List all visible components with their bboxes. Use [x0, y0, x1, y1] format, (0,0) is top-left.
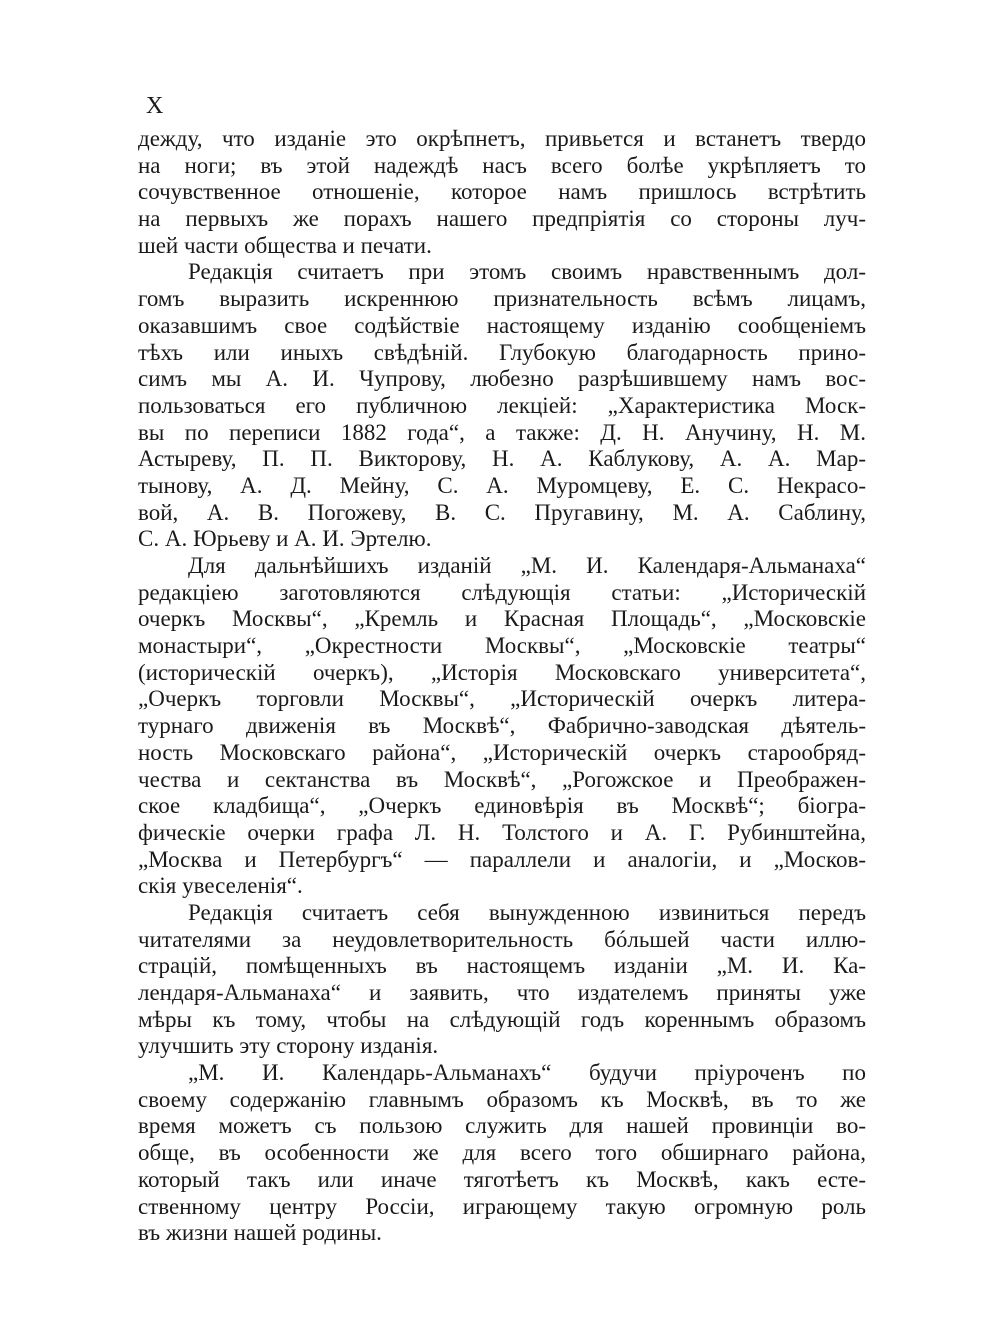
text-line: мѣры къ тому, чтобы на слѣдующій годъ кореннымъ образомъ: [138, 1006, 866, 1032]
text-line: ность Московскаго района“, „Историческій очеркъ старообряд-: [138, 739, 866, 765]
text-line: вой, А. В. Погожеву, В. С. Пругавину, М. А. Саблину,: [138, 499, 866, 525]
text-line: въ жизни нашей родины.: [138, 1220, 382, 1246]
text-line: тѣхъ или иныхъ свѣдѣній. Глубокую благодарность прино-: [138, 339, 866, 365]
text-line: сочувственное отношеніе, которое намъ пришлось встрѣтить: [138, 179, 866, 205]
text-line: гомъ выразить искреннюю признательность всѣмъ лицамъ,: [138, 286, 866, 312]
text-line: С. А. Юрьеву и А. И. Эртелю.: [138, 526, 432, 552]
text-line: скія увеселенія“.: [138, 873, 303, 899]
text-line: вы по переписи 1882 года“, а также: Д. Н. Анучину, Н. М.: [138, 419, 866, 445]
text-line: своему содержанію главнымъ образомъ къ Москвѣ, въ то же: [138, 1086, 866, 1112]
text-line: Редакція считаетъ при этомъ своимъ нравственнымъ дол-: [188, 259, 866, 285]
paragraph: [138, 900, 866, 1060]
text-line: Для дальнѣйшихъ изданій „М. И. Календаря-Альманаха“: [188, 553, 866, 578]
paragraph: [138, 259, 866, 553]
text-line: который такъ или иначе тяготѣетъ къ Москвѣ, какъ есте-: [138, 1166, 866, 1192]
text-line: лендаря-Альманаха“ и заявить, что издателемъ приняты уже: [138, 980, 866, 1005]
paragraph: [138, 1060, 866, 1247]
text-line: время можетъ съ пользою служить для нашей провинціи во-: [138, 1113, 866, 1139]
text-line: пользоваться его публичною лекціей: „Характеристика Моск-: [138, 392, 866, 418]
text-line: обще, въ особенности же для всего того обширнаго района,: [138, 1140, 866, 1166]
text-line: „Москва и Петербургъ“ — параллели и аналогіи, и „Москов-: [138, 846, 866, 872]
text-line: редакціею заготовляются слѣдующія статьи: „Историческій: [138, 579, 866, 605]
text-line: дежду, что изданіе это окрѣпнетъ, привьется и встанетъ твердо: [138, 126, 866, 151]
text-line: оказавшимъ свое содѣйствіе настоящему изданію сообщеніемъ: [138, 312, 866, 338]
text-line: „М. И. Календарь-Альманахъ“ будучи пріуроченъ по: [188, 1060, 866, 1086]
text-line: симъ мы А. И. Чупрову, любезно разрѣшившему намъ вос-: [138, 366, 866, 392]
text-line: монастыри“, „Окрестности Москвы“, „Московскіе театры“: [138, 633, 866, 659]
paragraph: [138, 553, 866, 900]
text-line: турнаго движенія въ Москвѣ“, Фабрично-заводская дѣятель-: [138, 713, 866, 739]
page-number: X: [146, 93, 165, 119]
text-line: очеркъ Москвы“, „Кремль и Красная Площадь“, „Московскіе: [138, 606, 866, 632]
book-page: [138, 92, 866, 1247]
text-line: Редакція считаетъ себя вынужденною извиниться передъ: [188, 899, 866, 925]
text-line: Астыреву, П. П. Викторову, Н. А. Каблукову, А. А. Мар-: [138, 446, 866, 472]
text-line: улучшить эту сторону изданія.: [138, 1033, 439, 1059]
text-line: „Очеркъ торговли Москвы“, „Историческій очеркъ литера-: [138, 686, 866, 712]
text-line: чества и сектанства въ Москвѣ“, „Рогожское и Преображен-: [138, 766, 866, 792]
text-line: ственному центру Россіи, играющему такую огромную роль: [138, 1193, 866, 1219]
body-text: [138, 126, 866, 1247]
text-line: тынову, А. Д. Мейну, С. А. Муромцеву, Е. С. Некрасо-: [138, 472, 866, 498]
text-line: страцій, помѣщенныхъ въ настоящемъ изданіи „М. И. Ка-: [138, 953, 866, 979]
text-line: фическіе очерки графа Л. Н. Толстого и А. Г. Рубинштейна,: [138, 819, 866, 845]
text-line: ское кладбища“, „Очеркъ единовѣрія въ Москвѣ“; біогра-: [138, 793, 866, 819]
text-line: читателями за неудовлетворительность бóльшей части иллю-: [138, 926, 866, 952]
paragraph: [138, 126, 866, 259]
text-line: шей части общества и печати.: [138, 232, 432, 258]
text-line: на первыхъ же порахъ нашего предпріятія со стороны луч-: [138, 206, 866, 232]
text-line: на ноги; въ этой надеждѣ насъ всего болѣе укрѣпляетъ то: [138, 152, 866, 178]
text-line: (историческій очеркъ), „Исторія Московскаго университета“,: [138, 659, 866, 685]
